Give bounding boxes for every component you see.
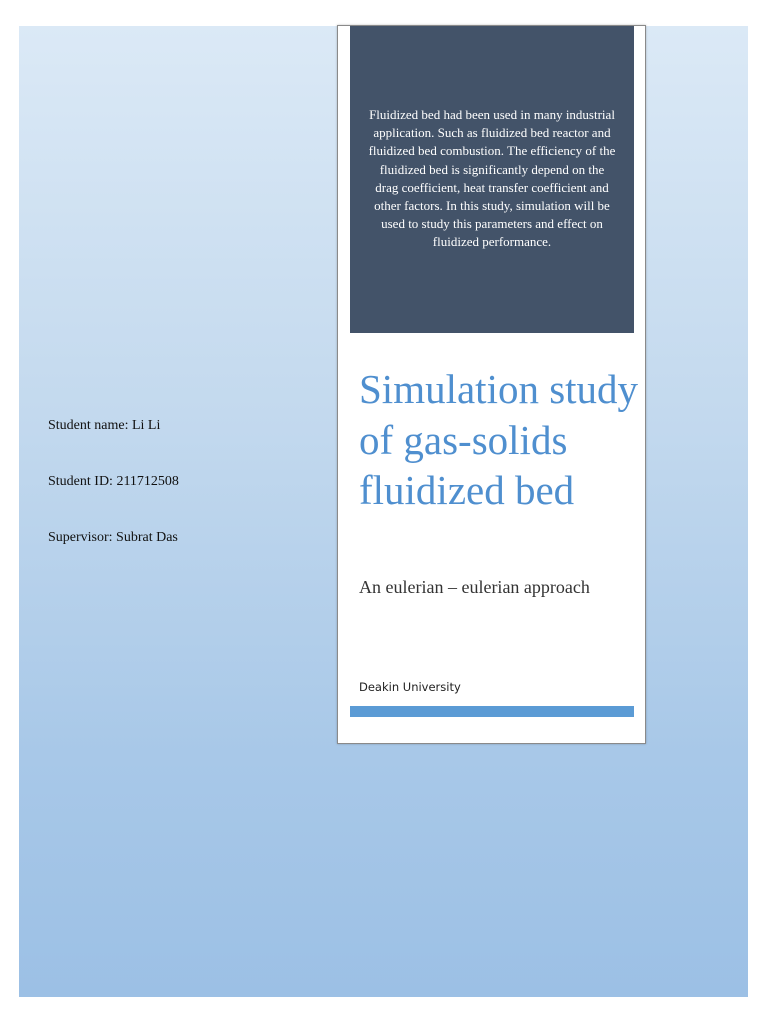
- cover-card: [337, 25, 646, 744]
- student-id: Student ID: 211712508: [48, 474, 179, 489]
- document-title: Simulation study of gas-solids fluidized bed: [359, 366, 639, 513]
- university-name: Deakin University: [359, 680, 461, 694]
- student-name: Student name: Li Li: [48, 418, 161, 433]
- supervisor: Supervisor: Subrat Das: [48, 530, 178, 545]
- abstract-box: [350, 26, 634, 333]
- accent-bar: [350, 706, 634, 717]
- abstract-text: Fluidized bed had been used in many industrial application. Such as fluidized bed reactor and fluidized bed combustion. The efficiency of the fluidized bed is significantly depend on the drag coefficient, heat transfer coefficient and other factors. In this study, simulation will be used to study this parameters and effect on fluidized performance.: [368, 107, 616, 250]
- document-subtitle: An eulerian – eulerian approach: [359, 577, 590, 597]
